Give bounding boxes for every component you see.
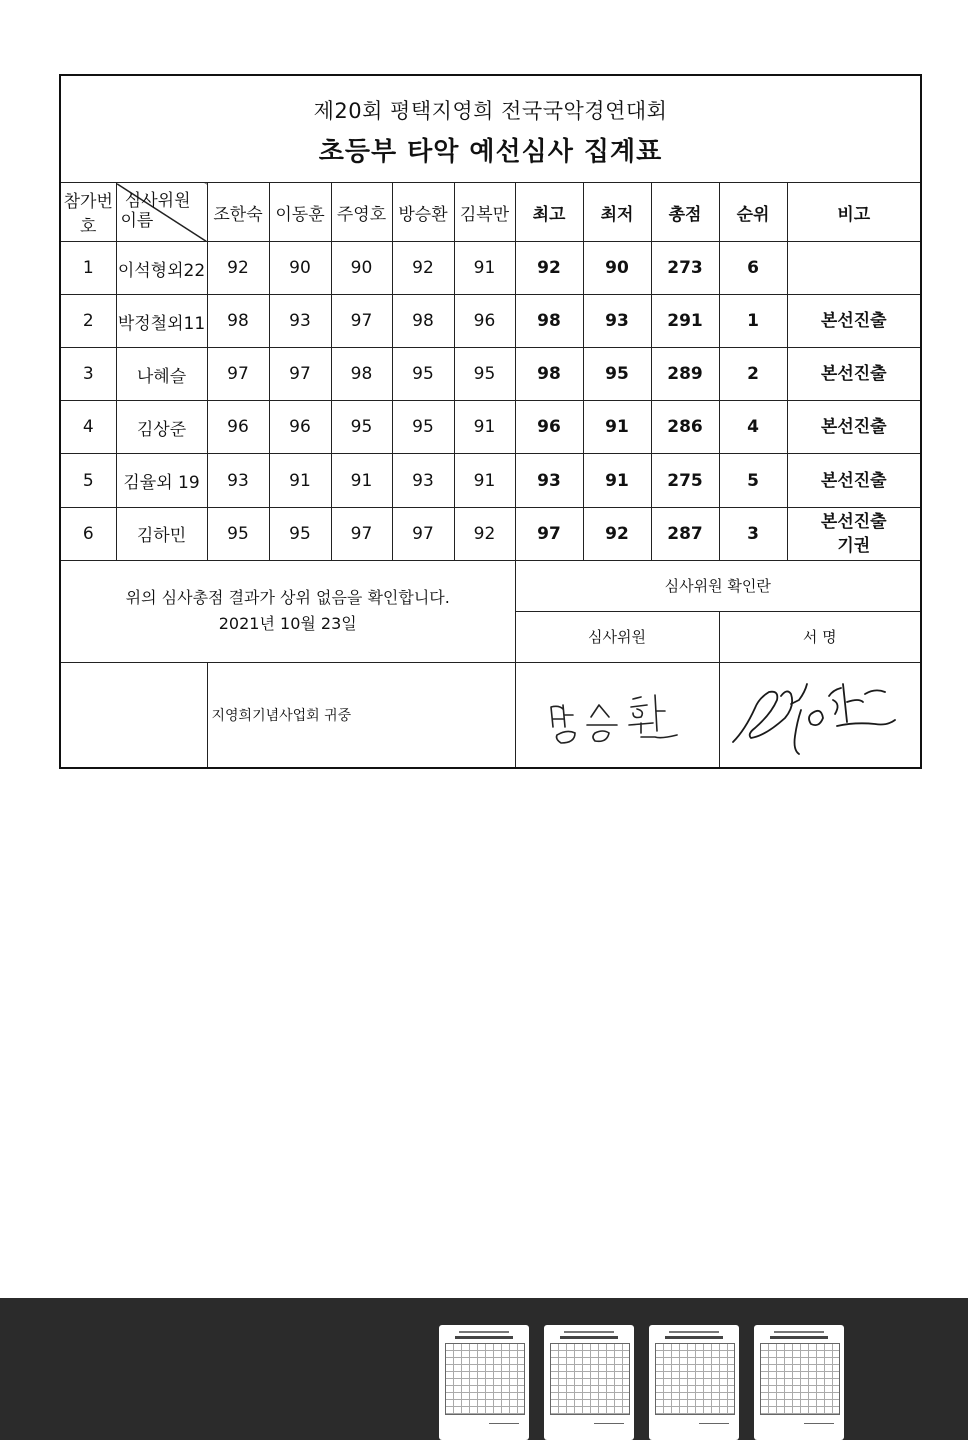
page-thumbnail[interactable] [544,1325,634,1440]
judge-confirm-header: 심사위원 확인란 [515,560,921,611]
total-score: 289 [651,348,719,401]
table-row [60,507,921,560]
entry-no: 6 [60,507,116,560]
header-max: 최고 [515,183,583,242]
total-score: 275 [651,454,719,507]
rank: 2 [719,348,787,401]
score-cell: 95 [392,348,454,401]
note-line1: 본선진출 [820,417,887,438]
note [787,242,921,295]
table-row [60,242,921,295]
max-score: 96 [515,401,583,454]
handwritten-name-image [537,675,697,755]
score-cell: 96 [269,401,331,454]
header-rank: 순위 [719,183,787,242]
note-line1: 본선진출 [820,511,887,532]
score-cell: 96 [207,401,269,454]
table-row [60,401,921,454]
blank-cell [60,662,207,768]
score-cell: 93 [392,454,454,507]
document-title-line2: 초등부 타악 예선심사 집계표 [318,136,663,167]
contestant-name: 박정철외11 [116,295,207,348]
score-cell: 91 [454,401,515,454]
rank: 5 [719,454,787,507]
rank: 3 [719,507,787,560]
note [787,348,921,401]
rank: 4 [719,401,787,454]
entry-no: 2 [60,295,116,348]
entry-no: 5 [60,454,116,507]
score-cell: 97 [331,295,392,348]
header-corner-name: 이름 [120,211,154,232]
score-cell: 98 [331,348,392,401]
max-score: 98 [515,348,583,401]
document-title-cell [60,75,921,183]
signature-cell [719,662,921,768]
header-corner [116,183,207,242]
header-judge: 김복만 [454,183,515,242]
header-judge: 주영호 [331,183,392,242]
page-thumbnail[interactable] [649,1325,739,1440]
score-cell: 92 [207,242,269,295]
header-judge: 방승환 [392,183,454,242]
contestant-name: 김율외 19 [116,454,207,507]
total-score: 287 [651,507,719,560]
page-thumbnail[interactable] [754,1325,844,1440]
signature-image [725,670,915,760]
rank: 6 [719,242,787,295]
table-row [60,348,921,401]
score-cell: 98 [392,295,454,348]
table-row [60,295,921,348]
entry-no: 3 [60,348,116,401]
judge-label: 심사위원 [515,611,719,662]
min-score: 92 [583,507,651,560]
max-score: 93 [515,454,583,507]
max-score: 98 [515,295,583,348]
note-line2: 기권 [837,535,871,556]
score-cell: 92 [392,242,454,295]
contestant-name: 김상준 [116,401,207,454]
min-score: 95 [583,348,651,401]
score-cell: 97 [207,348,269,401]
total-score: 286 [651,401,719,454]
score-cell: 93 [269,295,331,348]
header-judge: 이동훈 [269,183,331,242]
score-cell: 91 [454,242,515,295]
judge-name-handwritten [515,662,719,768]
entry-no: 1 [60,242,116,295]
contestant-name: 김하민 [116,507,207,560]
signature-label: 서 명 [719,611,921,662]
score-cell: 97 [392,507,454,560]
score-cell: 95 [331,401,392,454]
score-cell: 90 [269,242,331,295]
score-cell: 93 [207,454,269,507]
confirmation-date: 2021년 10월 23일 [218,614,357,634]
confirmation-text: 위의 심사총점 결과가 상위 없음을 확인합니다. [125,588,450,608]
min-score: 91 [583,401,651,454]
total-score: 273 [651,242,719,295]
note-line1: 본선진출 [820,311,887,332]
header-entry-no: 참가번호 [60,183,116,242]
rank: 1 [719,295,787,348]
score-cell: 90 [331,242,392,295]
score-cell: 97 [269,348,331,401]
min-score: 90 [583,242,651,295]
score-cell: 92 [454,507,515,560]
score-cell: 91 [269,454,331,507]
note [787,401,921,454]
max-score: 92 [515,242,583,295]
table-row [60,454,921,507]
score-cell: 98 [207,295,269,348]
score-cell: 95 [454,348,515,401]
contestant-name: 나혜슬 [116,348,207,401]
contestant-name: 이석형외22 [116,242,207,295]
note [787,295,921,348]
total-score: 291 [651,295,719,348]
score-cell: 91 [454,454,515,507]
header-corner-judges: 심사위원 [124,191,191,212]
header-note: 비고 [787,183,921,242]
score-cell: 95 [392,401,454,454]
header-min: 최저 [583,183,651,242]
addressee: 지영희기념사업회 귀중 [207,662,515,768]
note [787,454,921,507]
page-thumbnail[interactable] [439,1325,529,1440]
document-title-line1: 제20회 평택지영희 전국국악경연대회 [313,98,668,123]
min-score: 93 [583,295,651,348]
note [787,507,921,560]
score-cell: 91 [331,454,392,507]
header-row [60,183,921,242]
header-total: 총점 [651,183,719,242]
confirmation-cell [60,560,515,662]
score-cell: 95 [269,507,331,560]
note-line1: 본선진출 [820,470,887,491]
max-score: 97 [515,507,583,560]
entry-no: 4 [60,401,116,454]
score-cell: 97 [331,507,392,560]
score-cell: 95 [207,507,269,560]
header-judge: 조한숙 [207,183,269,242]
score-sheet-table [59,74,922,769]
note-line1: 본선진출 [820,364,887,385]
score-cell: 96 [454,295,515,348]
min-score: 91 [583,454,651,507]
